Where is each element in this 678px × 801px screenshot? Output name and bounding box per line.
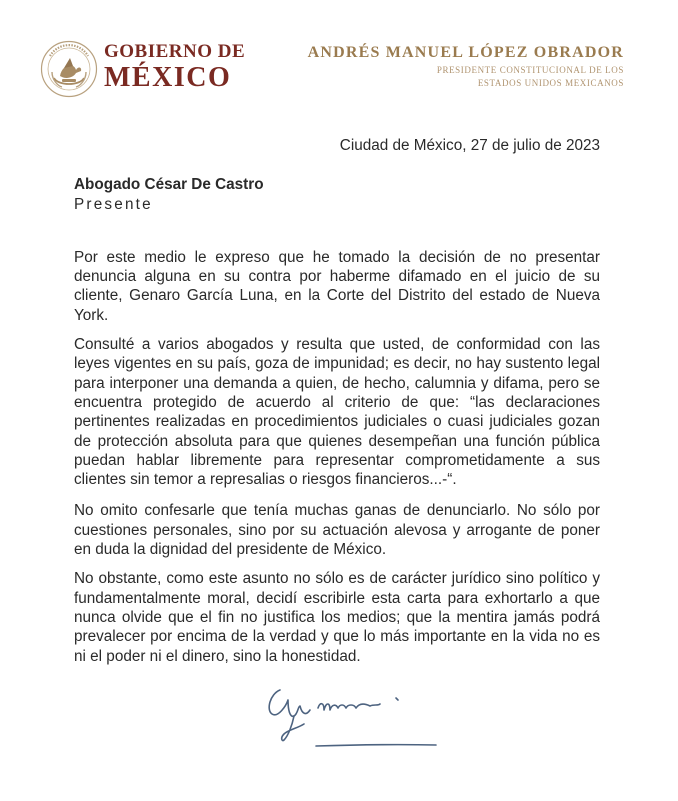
sender-name: ANDRÉS MANUEL LÓPEZ OBRADOR: [307, 44, 624, 61]
letterhead: [0, 0, 678, 110]
letter-recipient: Abogado César De Castro: [74, 176, 264, 194]
government-line-2: MÉXICO: [104, 62, 232, 93]
paragraph-4: No obstante, como este asunto no sólo es de carácter jurídico sino político y fundamentalmente moral, decidí escribirle esta carta para exhortarlo a que nunca olvide que el fin no justifica los medios; que la mentira jamás podrá prevalecer por encima de la verdad y que lo más importante en la vida no es ni el poder ni el dinero, sino la honestidad.: [74, 570, 600, 665]
paragraph-3: No omito confesarle que tenía muchas ganas de denunciarlo. No sólo por cuestiones personales, sino por su actuación alevosa y arrogante de poner en duda la dignidad del presidente de México.: [74, 502, 600, 559]
letter-body: [74, 136, 600, 666]
letter-date: Ciudad de México, 27 de julio de 2023: [339, 137, 600, 154]
letter-salutation: Presente: [74, 195, 153, 213]
sender-title-line-2: ESTADOS UNIDOS MEXICANOS: [477, 78, 624, 88]
national-seal-icon: [40, 40, 98, 98]
paragraph-2: Consulté a varios abogados y resulta que usted, de conformidad con las leyes vigentes en su país, goza de impunidad; es decir, no hay sustento legal para interponer una demanda a quien, de hecho, calumnia y difama, pero se encuentra protegido de acuerdo al criterio de que: “las declaraciones pertinentes realizadas en procedimientos judiciales o cuasi judiciales gozan de protección absoluta para que quienes desempeñan una función pública puedan hablar libremente para representar comprometidamente a sus clientes sin temor a represalias o riesgos financieros...-“.: [74, 336, 600, 489]
signature-icon: [258, 684, 458, 774]
sender-block: [308, 44, 624, 88]
government-line-1: GOBIERNO DE: [104, 41, 246, 62]
sender-title-line-1: PRESIDENTE CONSTITUCIONAL DE LOS: [436, 65, 624, 75]
government-wordmark: [104, 42, 245, 92]
paragraph-1: Por este medio le expreso que he tomado la decisión de no presentar denuncia alguna en su contra por haberme difamado en el juicio de su cliente, Genaro García Luna, en la Corte del Distrito del estado de Nueva York.: [74, 248, 600, 324]
